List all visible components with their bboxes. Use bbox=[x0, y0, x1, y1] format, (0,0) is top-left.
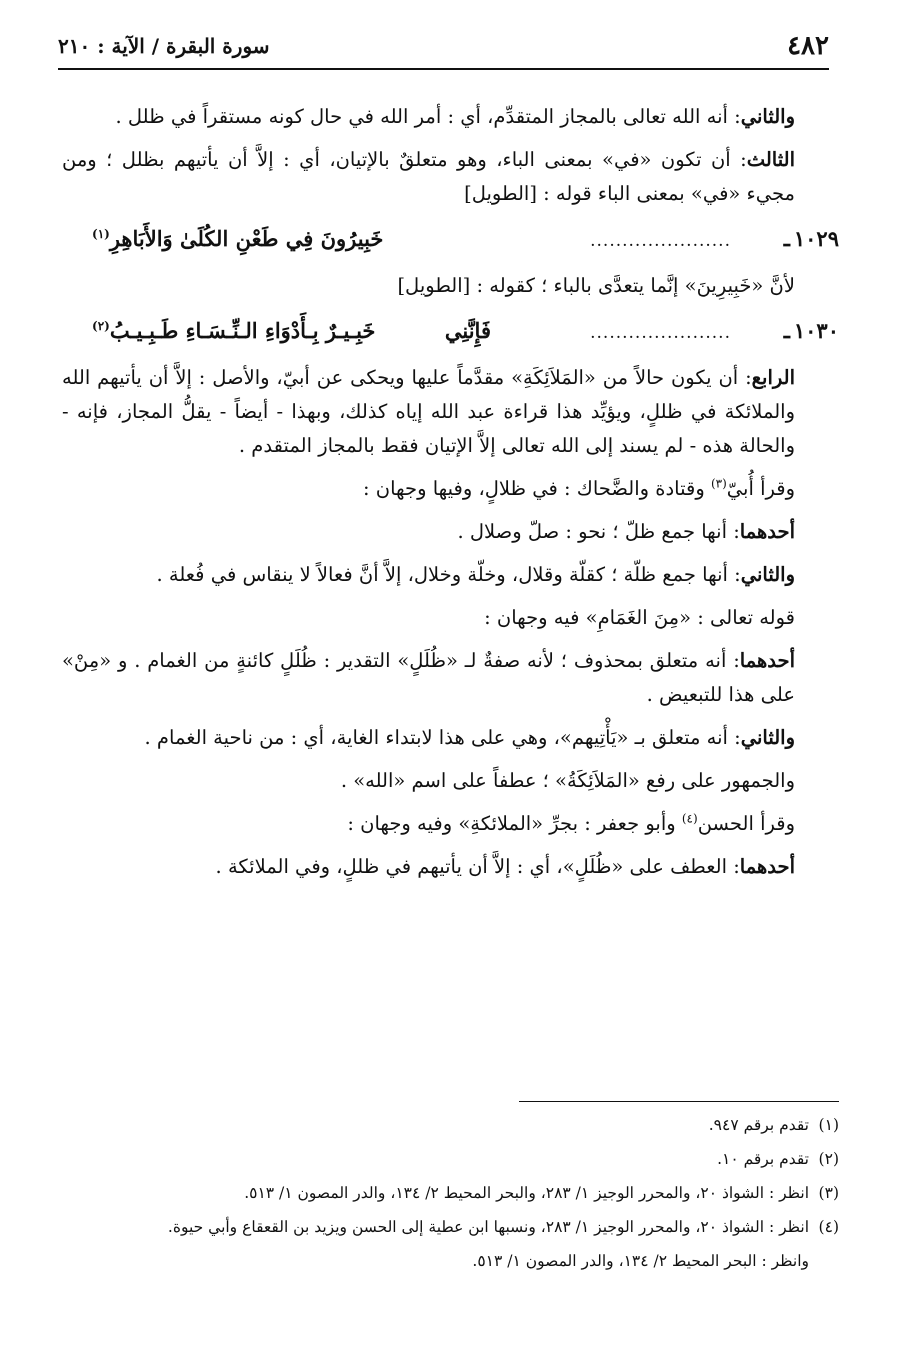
paragraph-text: : أن تكون «في» بمعنى الباء، وهو متعلقٌ بالإتيان، أي : إلاَّ أن يأتيهم بظلل ؛ ومن مجيء «في» بمعنى الباء قوله : bbox=[62, 148, 795, 205]
footnote-mark: (٢) bbox=[818, 1150, 839, 1168]
verse-text: خَبِيرُونَ فِي طَعْنِ الكُلَىٰ وَالأَبَاهِرِ bbox=[109, 226, 384, 251]
verse-ellipsis: ...................... bbox=[590, 231, 731, 251]
paragraph-keyword: الثالث bbox=[746, 148, 795, 171]
verse-number bbox=[784, 222, 839, 256]
verse-dash: ـ bbox=[783, 318, 790, 343]
paragraph-text: : أن يكون حالاً من «المَلاَئِكَةِ» مقدَّماً عليها ويحكى عن أبيّ، والأصل : إلاَّ أن يأتيهم الله والملائكة في ظللٍ، ويؤيِّد هذا قراءة عبد الله إياه كذلك، وبهذا - أيضاً - يقلُّ المجاز، فإنه - والحالة هذه - لم يسند إلى الله تعالى إلاَّ الإتيان فقط بالمجاز المتقدم . bbox=[62, 366, 795, 457]
paragraph-first-aspect bbox=[62, 515, 839, 549]
paragraph-text: وقرأ الحسن bbox=[697, 812, 795, 835]
footnote-ref: (٣) bbox=[710, 476, 727, 491]
footnote-text: تقدم برقم ١٠. bbox=[717, 1150, 809, 1168]
meter-label: [الطويل] bbox=[397, 274, 471, 297]
verse-line bbox=[62, 312, 839, 352]
verse-number-value: ١٠٣٠ bbox=[793, 318, 839, 343]
footnote-mark: (٤) bbox=[818, 1218, 839, 1236]
paragraph-text: : أنه الله تعالى بالمجاز المتقدِّم، أي : أمر الله في حال كونه مستقراً في ظلل . bbox=[115, 105, 741, 128]
footnote bbox=[62, 1212, 839, 1242]
paragraph-text: وقتادة والضَّحاك : في ظلالٍ، وفيها وجهان : bbox=[363, 477, 711, 500]
verse-ellipsis: ...................... bbox=[590, 323, 731, 343]
running-title: سورة البقرة / الآية : ٢١٠ bbox=[58, 34, 270, 58]
paragraph-keyword: أحدهما bbox=[739, 855, 795, 878]
header-rule bbox=[58, 68, 829, 70]
footnote-text: انظر : الشواذ ٢٠، والمحرر الوجيز ١/ ٢٨٣، ونسبها ابن عطية إلى الحسن ويزيد بن القعقاع وأبي حيوة. bbox=[167, 1218, 809, 1236]
paragraph-reading-ubayy bbox=[62, 472, 839, 506]
footnote bbox=[62, 1178, 839, 1208]
footnote-ref: (٤) bbox=[681, 811, 698, 826]
paragraph-keyword: والثاني bbox=[740, 563, 795, 586]
paragraph-text: وقرأ أُبيّ bbox=[726, 477, 795, 500]
paragraph-text: : أنه متعلق بمحذوف ؛ لأنه صفةٌ لـ «ظُلَلٍ» التقدير : ظُلَلٍ كائنةٍ من الغمام . و «مِنْ» على هذا للتبعيض . bbox=[62, 649, 795, 706]
footnote bbox=[62, 1144, 839, 1174]
paragraph-keyword: والثاني bbox=[740, 105, 795, 128]
verse-line bbox=[62, 220, 839, 260]
paragraph-first-aspect bbox=[62, 850, 839, 884]
footnote-mark: (٣) bbox=[818, 1184, 839, 1202]
verse-number bbox=[784, 314, 839, 348]
page-number: ٤٨٢ bbox=[787, 31, 829, 61]
paragraph-third-view bbox=[62, 143, 839, 211]
footnote bbox=[62, 1110, 839, 1140]
footnote-ref: (٢) bbox=[92, 319, 110, 333]
footnote-separator bbox=[519, 1101, 839, 1102]
verse-number-value: ١٠٢٩ bbox=[793, 226, 839, 251]
verse-first-hemistich-end: فَإِنَّنِي bbox=[444, 318, 491, 343]
paragraph-keyword: أحدهما bbox=[739, 649, 795, 672]
footnote-continuation bbox=[62, 1246, 839, 1276]
paragraph-majority-reading bbox=[62, 764, 839, 798]
footnote-ref: (١) bbox=[92, 227, 110, 241]
paragraph-second-aspect bbox=[62, 558, 839, 592]
meter-label: [الطويل] bbox=[464, 182, 537, 205]
footnotes bbox=[62, 1110, 839, 1280]
footnote-mark: (١) bbox=[818, 1116, 839, 1134]
verse-dash: ـ bbox=[783, 226, 790, 251]
footnote-text: وانظر : البحر المحيط ٢/ ١٣٤، والدر المصون ١/ ٥١٣. bbox=[472, 1252, 809, 1270]
paragraph-text: : العطف على «ظُلَلٍ»، أي : إلاَّ أن يأتيهم في ظللٍ، وفي الملائكة . bbox=[215, 855, 740, 878]
paragraph-keyword: الرابع bbox=[751, 366, 795, 389]
paragraph-min-alghamam bbox=[62, 601, 839, 635]
paragraph-text: : أنها جمع ظلّة ؛ كقلّة وقلال، وخلّة وخلال، إلاَّ أنَّ فعالاً لا ينقاس في فُعلة . bbox=[156, 563, 741, 586]
paragraph-fourth-view bbox=[62, 361, 839, 463]
paragraph-reading-hasan bbox=[62, 807, 839, 841]
paragraph-second-view bbox=[62, 100, 839, 134]
paragraph-text: : أنه متعلق بـ «يَأْتِيهم»، وهي على هذا لابتداء الغاية، أي : من ناحية الغمام . bbox=[144, 726, 741, 749]
paragraph-second-aspect bbox=[62, 721, 839, 755]
footnote-text: انظر : الشواذ ٢٠، والمحرر الوجيز ١/ ٢٨٣، والبحر المحيط ٢/ ١٣٤، والدر المصون ١/ ٥١٣. bbox=[244, 1184, 809, 1202]
paragraph-first-aspect bbox=[62, 644, 839, 712]
paragraph-text: : أنها جمع ظلّ ؛ نحو : صلّ وصلال . bbox=[457, 520, 740, 543]
main-text bbox=[62, 100, 839, 893]
paragraph-because bbox=[62, 269, 839, 303]
paragraph-text: قوله تعالى : «مِنَ الغَمَامِ» فيه وجهان : bbox=[484, 606, 795, 629]
page-header bbox=[58, 28, 829, 64]
verse-text: خَبِـيـرٌ بِـأَدْوَاءِ الـنِّـسَـاءِ طَـبِـيـبُ bbox=[109, 318, 376, 343]
paragraph-text: والجمهور على رفع «المَلاَئِكَةُ» ؛ عطفاً على اسم «الله» . bbox=[340, 769, 795, 792]
paragraph-text: لأنَّ «خَبِيرِينَ» إنَّما يتعدَّى بالباء ؛ كقوله : bbox=[476, 274, 795, 297]
paragraph-text: وأبو جعفر : بجرِّ «الملائكةِ» وفيه وجهان : bbox=[347, 812, 682, 835]
footnote-text: تقدم برقم ٩٤٧. bbox=[708, 1116, 809, 1134]
verse-second-hemistich bbox=[92, 314, 375, 348]
verse-second-hemistich bbox=[92, 222, 383, 256]
paragraph-keyword: أحدهما bbox=[739, 520, 795, 543]
paragraph-keyword: والثاني bbox=[740, 726, 795, 749]
